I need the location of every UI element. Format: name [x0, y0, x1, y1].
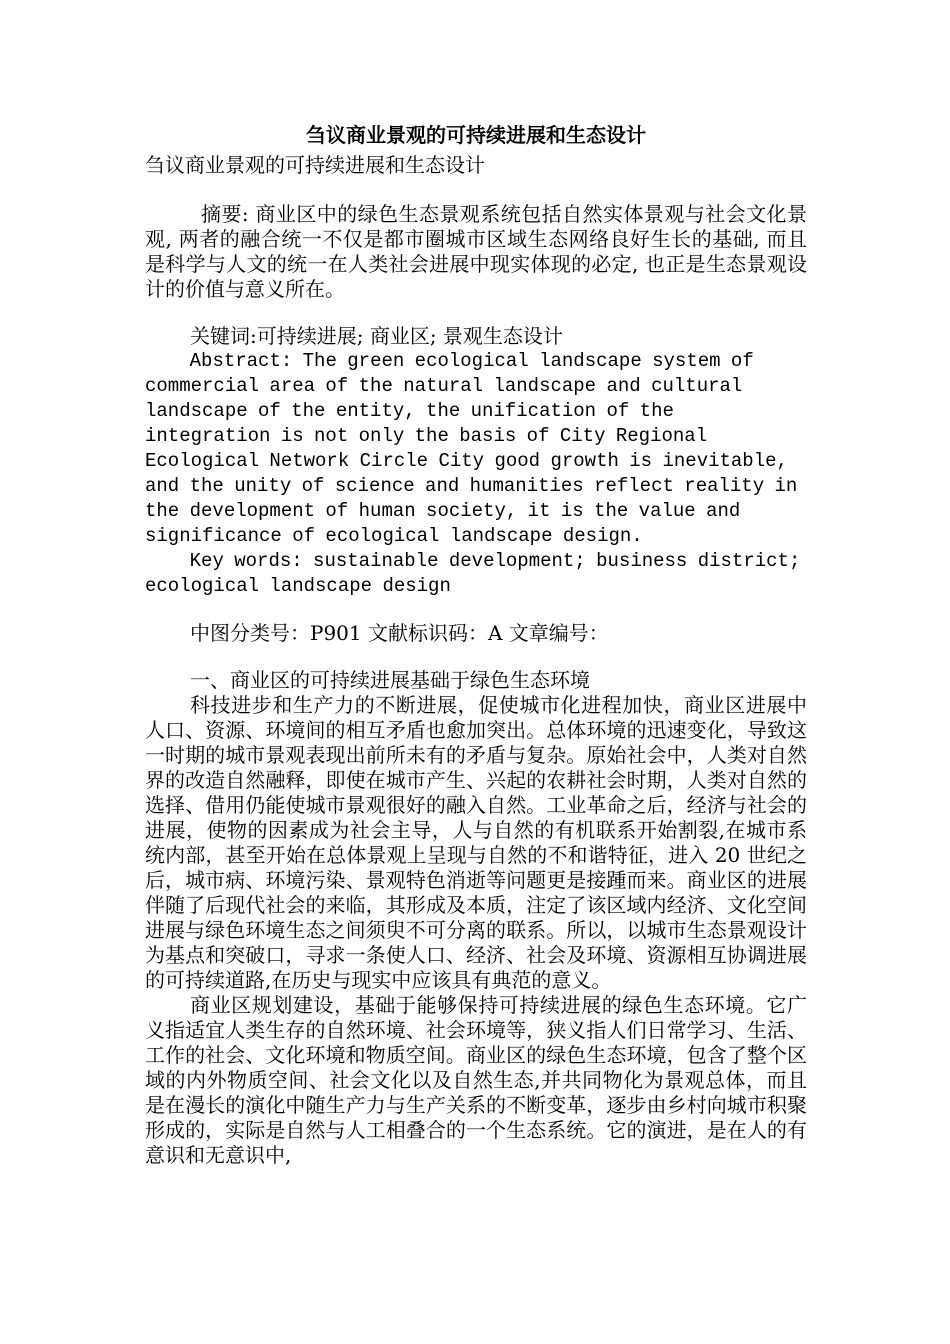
section-1-heading: 一、商业区的可持续进展基础于绿色生态环境: [190, 668, 590, 692]
document-subtitle: 刍议商业景观的可持续进展和生态设计: [145, 153, 485, 177]
abstract-english: Abstract: The green ecological landscape system of commercial area of the natural landscape and cultural landscape of the entity, the unification of the integration is not only the basis of City Regional Ecological Network Circle City good growth is inevitable, and the unity of science and humanities reflect reality in the development of human society, it is the value and significance of ecological landscape design.: [145, 350, 798, 547]
keywords-chinese: 关键词:可持续进展; 商业区; 景观生态设计: [190, 324, 563, 348]
body-paragraph-1: 科技进步和生产力的不断进展，促使城市化进程加快，商业区进展中人口、资源、环境间的相互矛盾也愈加突出。总体环境的迅速变化，导致这一时期的城市景观表现出前所未有的矛盾与复杂。原始社会中，人类对自然界的改造自然融释，即使在城市产生、兴起的农耕社会时期，人类对自然的选择、借用仍能使城市景观很好的融入自然。工业革命之后，经济与社会的进展，使物的因素成为社会主导，人与自然的有机联系开始割裂,在城市系统内部，甚至开始在总体景观上呈现与自然的不和谐特征，进入 20 世纪之后，城市病、环境污染、景观特色消逝等问题更是接踵而来。商业区的进展伴随了后现代社会的来临，其形成及本质，注定了该区域内经济、文化空间进展与绿色环境生态之间须臾不可分离的联系。所以，以城市生态景观设计为基点和突破口，寻求一条使人口、经济、社会及环境、资源相互协调进展的可持续道路,在历史与现实中应该具有典范的意义。: [145, 693, 807, 992]
keywords-english: Key words: sustainable development; business district; ecological landscape design: [145, 550, 801, 597]
body-paragraph-2: 商业区规划建设，基础于能够保持可持续进展的绿色生态环境。它广义指适宜人类生存的自然环境、社会环境等，狭义指人们日常学习、生活、工作的社会、文化环境和物质空间。商业区的绿色生态环境，包含了整个区域的内外物质空间、社会文化以及自然生态,并共同物化为景观总体，而且是在漫长的演化中随生产力与生产关系的不断变革，逐步由乡村向城市积聚形成的，实际是自然与人工相叠合的一个生态系统。它的演进，是在人的有意识和无意识中,: [145, 993, 807, 1167]
document-title: 刍议商业景观的可持续进展和生态设计: [306, 123, 646, 147]
classification-line: 中图分类号：P901 文献标识码：A 文章编号：: [190, 621, 609, 645]
document-page: [145, 120, 807, 1168]
abstract-chinese: 摘要: 商业区中的绿色生态景观系统包括自然实体景观与社会文化景观, 两者的融合统一不仅是都市圈城市区域生态网络良好生长的基础, 而且是科学与人文的统一在人类社会进展中现实体现的必定, 也正是生态景观设计的价值与意义所在。: [145, 202, 807, 301]
